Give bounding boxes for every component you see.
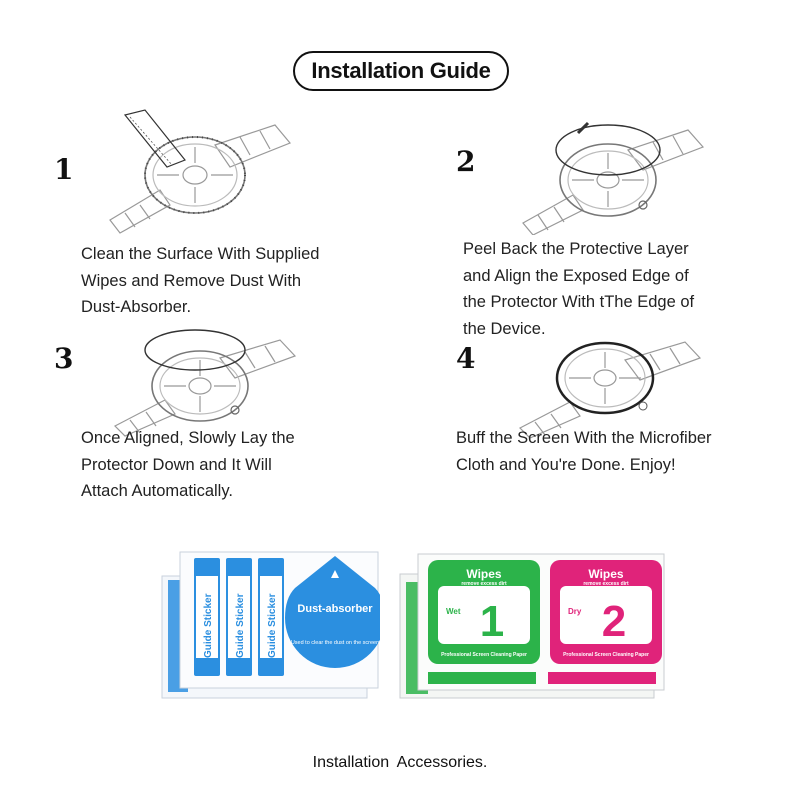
wet-wipe-tag: Wet xyxy=(446,607,461,616)
wet-wipe-sub: remove excess dirt xyxy=(461,581,507,587)
wet-wipe-brand: Wipes xyxy=(466,567,502,581)
wet-wipe-footer: Professional Screen Cleaning Paper xyxy=(441,652,527,658)
guide-sticker-and-dust-absorber-sheet xyxy=(160,548,380,700)
dry-wipe-number: 2 xyxy=(601,597,627,646)
guide-sticker-label-2: Guide Sticker xyxy=(235,593,246,658)
step-3-text: Once Aligned, Slowly Lay the Protector Down and It Will Attach Automatically. xyxy=(81,429,295,500)
guide-sticker-label-1: Guide Sticker xyxy=(203,593,214,658)
dry-wipe-footer: Professional Screen Cleaning Paper xyxy=(563,652,649,658)
wet-wipe-number: 1 xyxy=(479,597,505,646)
step-2-watch-illustration xyxy=(518,115,708,235)
step-3-number: 3 xyxy=(54,342,74,375)
step-1-watch-illustration xyxy=(105,105,295,235)
dry-wipe-tag: Dry xyxy=(568,607,582,616)
step-1-number: 1 xyxy=(54,153,74,186)
dry-wipe-brand: Wipes xyxy=(588,567,624,581)
step-3-watch-illustration xyxy=(110,328,300,438)
step-4-text: Buff the Screen With the Microfiber Cloth and You're Done. Enjoy! xyxy=(456,429,712,474)
page-title: Installation Guide xyxy=(293,51,509,91)
wipes-packets xyxy=(398,552,666,700)
step-2-number: 2 xyxy=(456,145,476,178)
accessories-caption: Installation Accessories. xyxy=(312,754,488,771)
step-4-number: 4 xyxy=(456,342,476,375)
dust-absorber-note: Used to clear the dust on the screen xyxy=(290,640,380,646)
step-1-text: Clean the Surface With Supplied Wipes and Remove Dust With Dust-Absorber. xyxy=(81,245,320,316)
dry-wipe-sub: remove excess dirt xyxy=(583,581,629,587)
step-2-text: Peel Back the Protective Layer and Align the Exposed Edge of the Protector With tThe Edge of the Device. xyxy=(463,240,695,338)
dust-absorber-label: Dust-absorber xyxy=(297,603,373,615)
guide-sticker-label-3: Guide Sticker xyxy=(267,593,278,658)
step-4-watch-illustration xyxy=(515,330,705,440)
